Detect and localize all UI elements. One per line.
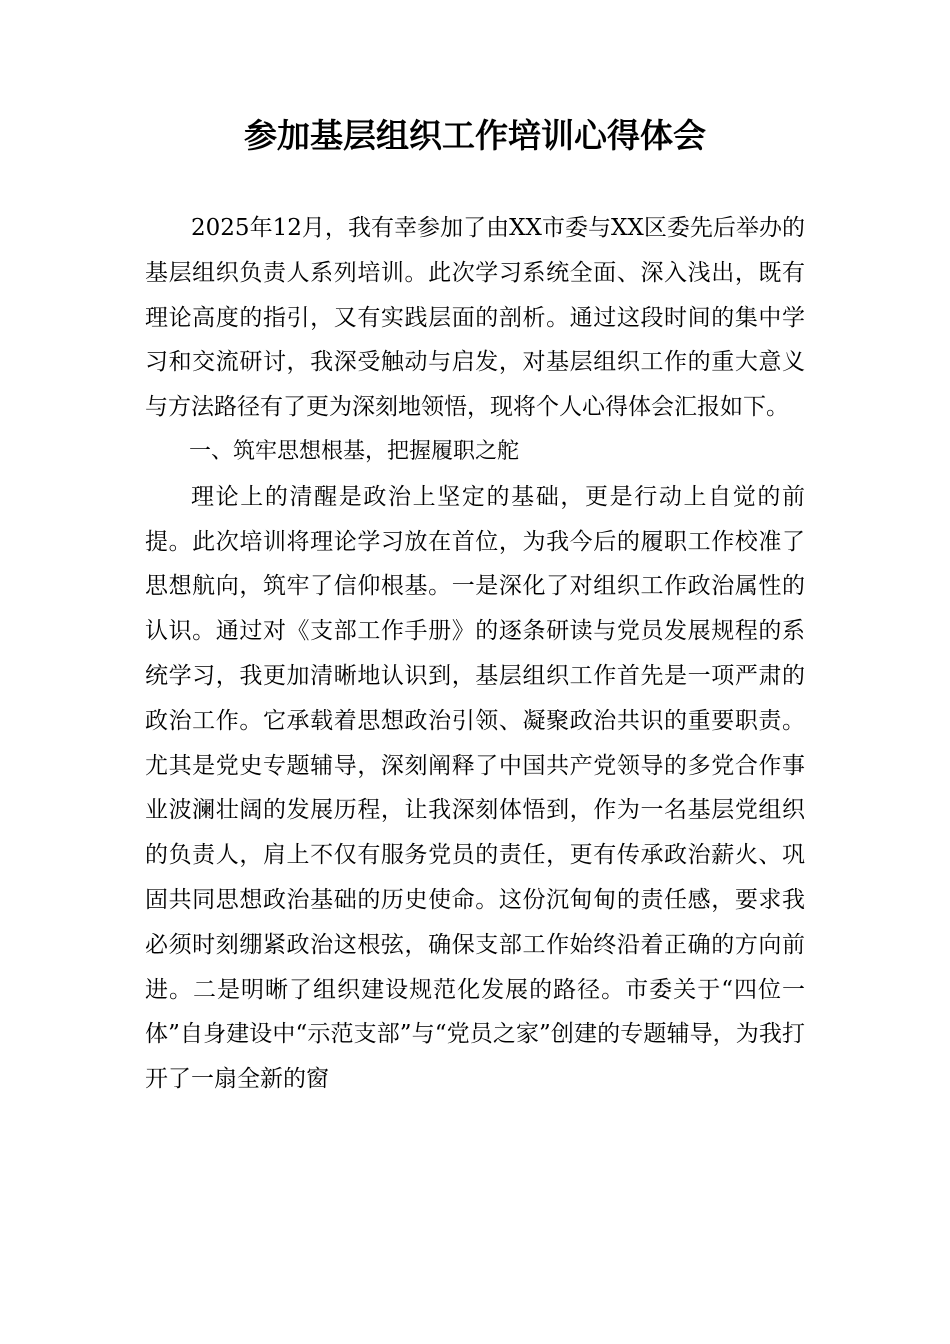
document-title: 参加基层组织工作培训心得体会 xyxy=(244,116,706,155)
section-paragraph: 理论上的清醒是政治上坚定的基础，更是行动上自觉的前提。此次培训将理论学习放在首位，为我今后的履职工作校准了思想航向，筑牢了信仰根基。一是深化了对组织工作政治属性的认识。通过对《支部工作手册》的逐条研读与党员发展规程的系统学习，我更加清晰地认识到，基层组织工作首先是一项严肃的政治工作。它承载着思想政治引领、凝聚政治共识的重要职责。尤其是党史专题辅导，深刻阐释了中国共产党领导的多党合作事业波澜壮阔的发展历程，让我深刻体悟到，作为一名基层党组织的负责人，肩上不仅有服务党员的责任，更有传承政治薪火、巩固共同思想政治基础的历史使命。这份沉甸甸的责任感，要求我必须时刻绷紧政治这根弦，确保支部工作始终沿着正确的方向前进。二是明晰了组织建设规范化发展的路径。市委关于“四位一体”自身建设中“示范支部”与“党员之家”创建的专题辅导，为我打开了一扇全新的窗 xyxy=(145,483,805,1093)
section-heading: 一、筑牢思想根基，把握履职之舵 xyxy=(189,438,520,464)
intro-paragraph: 2025年12月，我有幸参加了由XX市委与XX区委先后举办的基层组织负责人系列培训。此次学习系统全面、深入浅出，既有理论高度的指引，又有实践层面的剖析。通过这段时间的集中学习和交流研讨，我深受触动与启发，对基层组织工作的重大意义与方法路径有了更为深刻地领悟，现将个人心得体会汇报如下。 xyxy=(145,215,805,421)
document-body xyxy=(145,206,805,1102)
